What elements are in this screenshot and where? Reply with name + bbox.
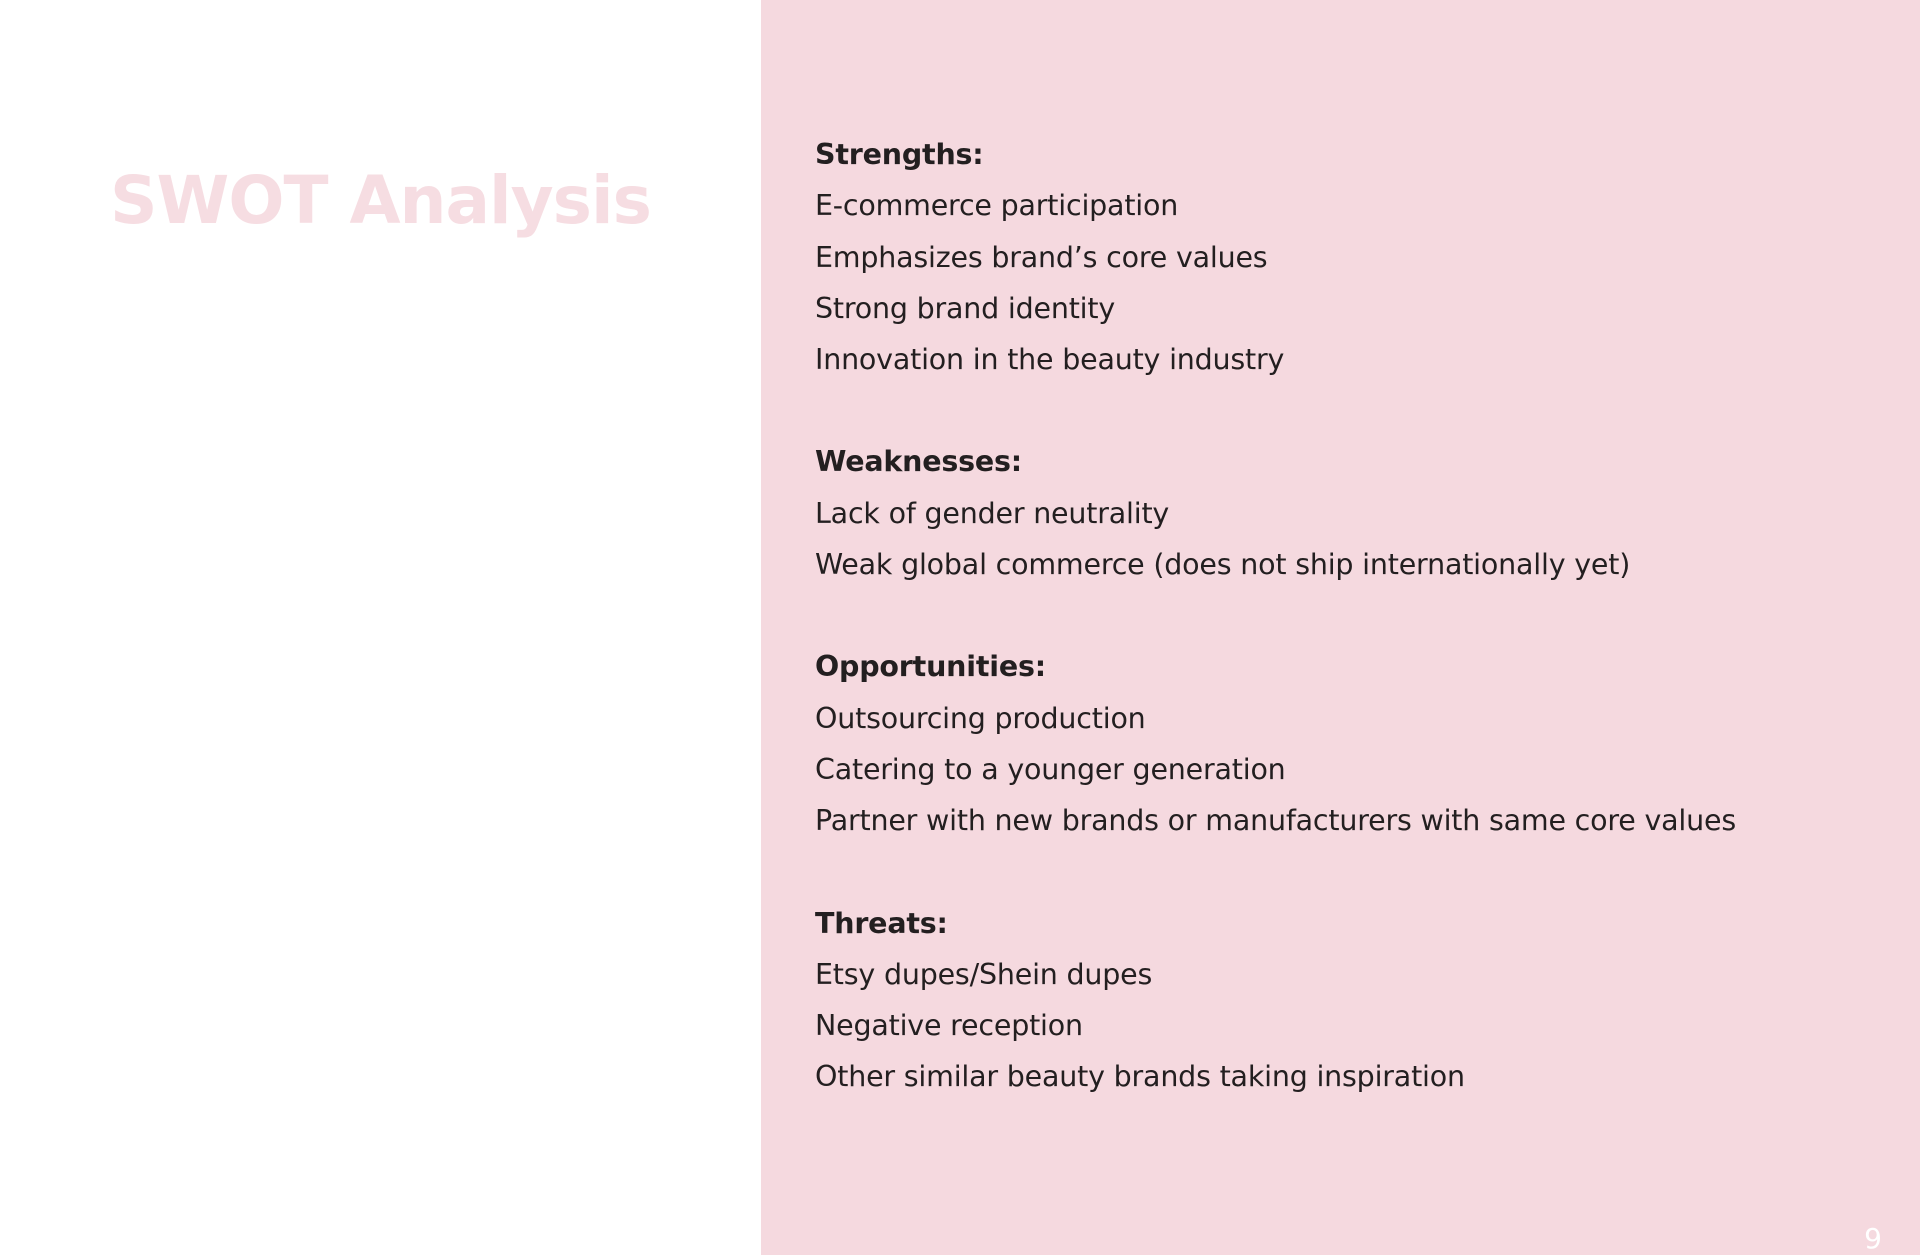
strengths-section [815, 129, 1875, 385]
weakness-item: Lack of gender neutrality [815, 496, 1170, 530]
weaknesses-section [815, 436, 1875, 590]
strengths-heading: Strengths: [815, 138, 984, 171]
page-title: SWOT Analysis [110, 162, 651, 239]
opportunity-item: Catering to a younger generation [815, 752, 1286, 786]
strength-item: E-commerce participation [815, 189, 1179, 223]
strength-item: Emphasizes brand’s core values [815, 240, 1268, 274]
opportunities-section [815, 641, 1875, 846]
threat-item: Etsy dupes/Shein dupes [815, 957, 1153, 991]
swot-list [815, 129, 1875, 1154]
strength-item: Innovation in the beauty industry [815, 343, 1285, 377]
threat-item: Other similar beauty brands taking inspiration [815, 1060, 1465, 1094]
opportunity-item: Outsourcing production [815, 701, 1146, 735]
opportunity-item: Partner with new brands or manufacturers with same core values [815, 804, 1736, 838]
weaknesses-heading: Weaknesses: [815, 445, 1022, 479]
threats-section [815, 898, 1875, 1103]
threats-heading: Threats: [815, 906, 948, 940]
left-panel [0, 0, 761, 1255]
opportunities-heading: Opportunities: [815, 650, 1046, 684]
page-number: 9 [1864, 1222, 1882, 1255]
weakness-item: Weak global commerce (does not ship internationally yet) [815, 548, 1631, 582]
strength-item: Strong brand identity [815, 291, 1116, 325]
threat-item: Negative reception [815, 1009, 1083, 1043]
